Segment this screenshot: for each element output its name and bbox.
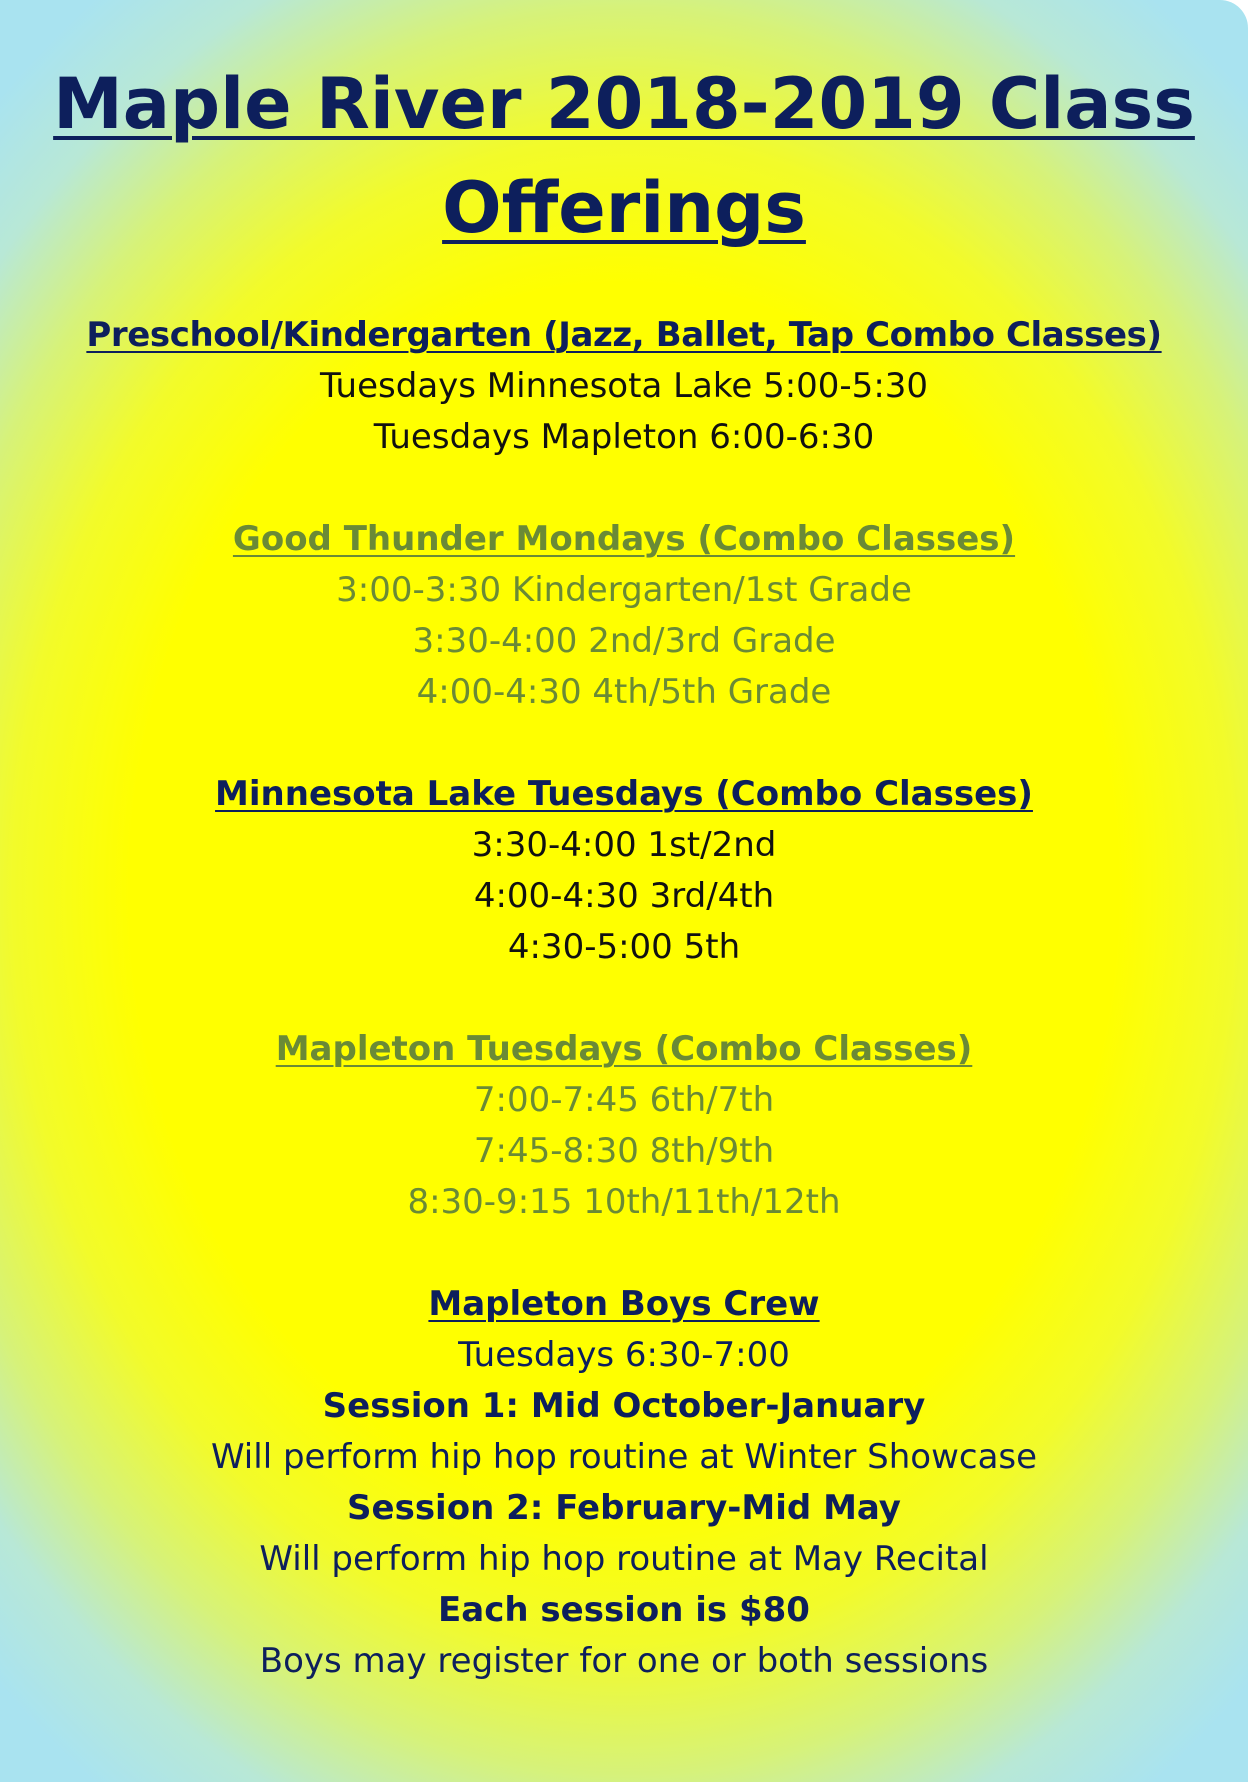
boys-crew-schedule: Tuesdays 6:30-7:00 <box>458 1335 790 1375</box>
page-title <box>0 52 1248 260</box>
good-thunder-line: 4:00-4:30 4th/5th Grade <box>416 672 832 712</box>
minnesota-lake-line: 4:30-5:00 5th <box>507 927 741 967</box>
session-price: Each session is $80 <box>438 1590 810 1630</box>
mapleton-line: 7:00-7:45 6th/7th <box>473 1080 775 1120</box>
preschool-line: Tuesdays Mapleton 6:00-6:30 <box>373 417 875 457</box>
minnesota-lake-line: 3:30-4:00 1st/2nd <box>471 825 777 865</box>
page-title-line-1: Maple River 2018-2019 Class <box>53 63 1195 145</box>
mapleton-heading: Mapleton Tuesdays (Combo Classes) <box>275 1029 973 1069</box>
minnesota-lake-heading: Minnesota Lake Tuesdays (Combo Classes) <box>215 774 1033 814</box>
preschool-line: Tuesdays Minnesota Lake 5:00-5:30 <box>319 366 929 406</box>
minnesota-lake-section <box>0 769 1248 973</box>
minnesota-lake-line: 4:00-4:30 3rd/4th <box>473 876 775 916</box>
mapleton-line: 7:45-8:30 8th/9th <box>473 1131 775 1171</box>
good-thunder-line: 3:30-4:00 2nd/3rd Grade <box>412 621 836 661</box>
mapleton-line: 8:30-9:15 10th/11th/12th <box>407 1182 841 1222</box>
preschool-section <box>0 310 1248 463</box>
session-2-label: Session 2: February-Mid May <box>347 1488 901 1528</box>
page-title-line-2: Offerings <box>442 167 806 249</box>
preschool-heading: Preschool/Kindergarten (Jazz, Ballet, Tap Combo Classes) <box>86 315 1162 355</box>
session-2-note: Will perform hip hop routine at May Recital <box>259 1539 989 1579</box>
mapleton-section <box>0 1024 1248 1228</box>
boys-crew-heading: Mapleton Boys Crew <box>428 1284 820 1324</box>
good-thunder-section <box>0 514 1248 718</box>
session-1-note: Will perform hip hop routine at Winter Showcase <box>210 1437 1038 1477</box>
boys-crew-section <box>0 1279 1248 1687</box>
registration-note: Boys may register for one or both sessions <box>259 1641 989 1681</box>
session-1-label: Session 1: Mid October-January <box>322 1386 926 1426</box>
good-thunder-heading: Good Thunder Mondays (Combo Classes) <box>232 519 1016 559</box>
good-thunder-line: 3:00-3:30 Kindergarten/1st Grade <box>336 570 912 610</box>
